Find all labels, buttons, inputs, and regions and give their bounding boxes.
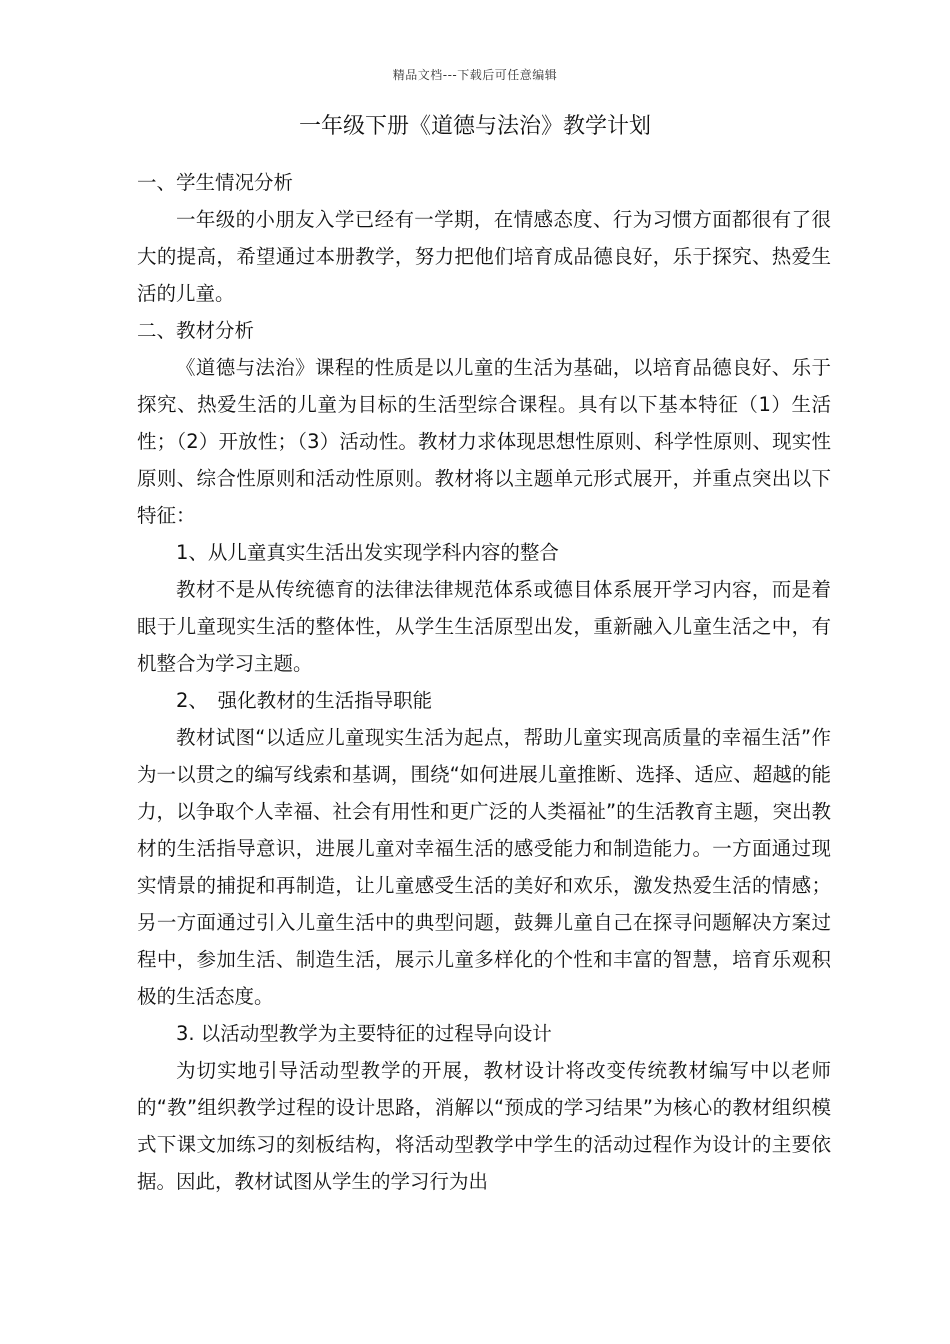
paragraph-course-nature: 《道德与法治》课程的性质是以儿童的生活为基础，以培育品德良好、乐于探究、热爱生活的儿童为目标的生活型综合课程。具有以下基本特征（1）生活性；（2）开放性；（3）活动性。教材力求体现思想性原则、科学性原则、现实性原则、综合性原则和活动性原则。教材将以主题单元形式展开，并重点突出以下特征： [137,356,831,527]
header-note: 精品文档---下载后可任意编辑 [392,68,558,82]
paragraph-feature-3: 为切实地引导活动型教学的开展，教材设计将改变传统教材编写中以老师的“教”组织教学过程的设计思路，消解以“预成的学习结果”为核心的教材组织模式下课文加练习的刻板结构，将活动型教学中学生的活动过程作为设计的主要依据。因此，教材试图从学生的学习行为出 [137,1059,831,1193]
subheading-feature-3: 3. 以活动型教学为主要特征的过程导向设计 [176,1022,552,1045]
subheading-feature-2: 2、 强化教材的生活指导职能 [176,689,433,712]
document-title: 一年级下册《道德与法治》教学计划 [298,114,651,139]
paragraph-feature-1: 教材不是从传统德育的法律法律规范体系或德目体系展开学习内容，而是着眼于儿童现实生活的整体性，从学生生活原型出发，重新融入儿童生活之中，有机整合为学习主题。 [137,578,831,675]
section-heading-student-analysis: 一、学生情况分析 [137,171,294,194]
document-body [137,164,831,1200]
subheading-feature-1: 1、从儿童真实生活出发实现学科内容的整合 [176,541,559,564]
section-heading-textbook-analysis: 二、教材分析 [137,319,255,342]
paragraph-feature-2: 教材试图“以适应儿童现实生活为起点，帮助儿童实现高质量的幸福生活”作为一以贯之的编写线索和基调，围绕“如何进展儿童推断、选择、适应、超越的能力，以争取个人幸福、社会有用性和更广泛的人类福祉”的生活教育主题，突出教材的生活指导意识，进展儿童对幸福生活的感受能力和制造能力。一方面通过现实情景的捕捉和再制造，让儿童感受生活的美好和欢乐，激发热爱生活的情感；另一方面通过引入儿童生活中的典型问题，鼓舞儿童自己在探寻问题解决方案过程中，参加生活、制造生活，展示儿童多样化的个性和丰富的智慧，培育乐观积极的生活态度。 [137,726,831,1008]
paragraph-student-analysis: 一年级的小朋友入学已经有一学期，在情感态度、行为习惯方面都很有了很大的提高，希望通过本册教学，努力把他们培育成品德良好，乐于探究、热爱生活的儿童。 [137,208,831,305]
